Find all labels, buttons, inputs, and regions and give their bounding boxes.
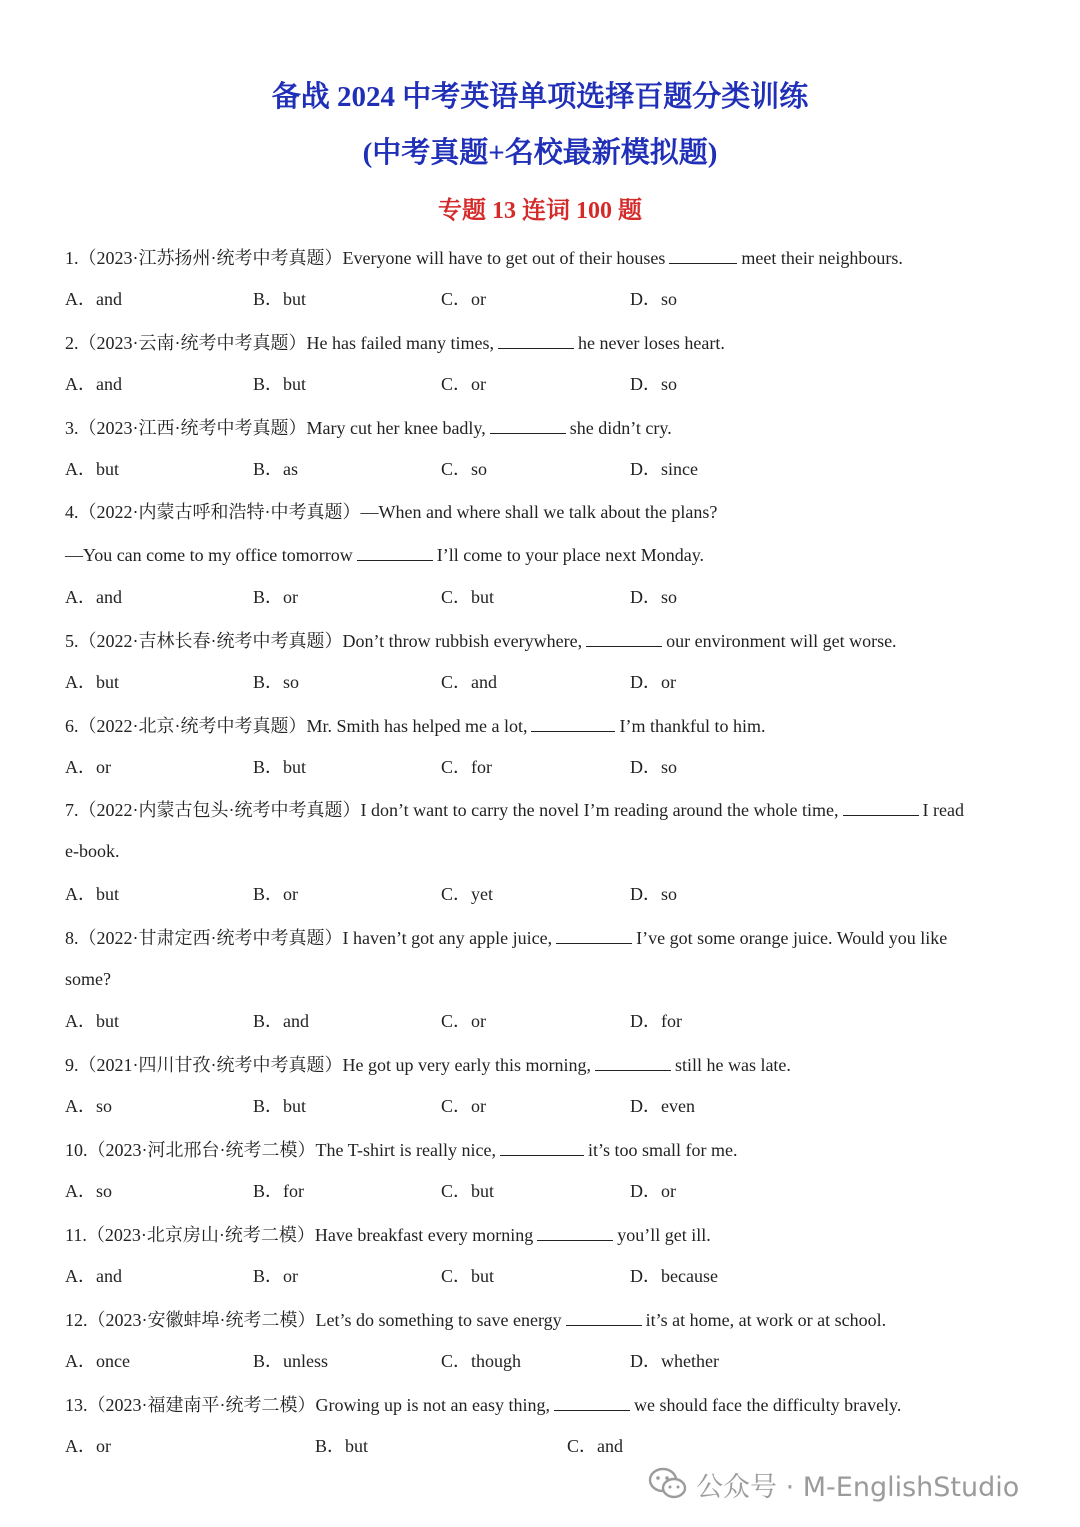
question-text: it’s too small for me.	[587, 1140, 738, 1160]
option-b: B．but	[253, 757, 307, 777]
question-text: you’ll get ill.	[617, 1225, 711, 1245]
question-number: 10.	[65, 1140, 88, 1160]
option-b: B．for	[253, 1181, 304, 1201]
question-stem	[65, 500, 717, 524]
answer-blank	[669, 245, 737, 264]
option-b: B．but	[315, 1436, 369, 1456]
question-text: The T-shirt is really nice,	[315, 1140, 496, 1160]
question-number: 3.	[65, 418, 79, 438]
answer-blank	[843, 797, 919, 816]
option-a: A．so	[65, 1181, 113, 1201]
option-a: A．once	[65, 1351, 130, 1371]
option-b: B．or	[253, 884, 298, 904]
option-a: A．but	[65, 1011, 119, 1031]
question-text: Don’t throw rubbish everywhere,	[342, 631, 583, 651]
doc-title: 备战 2024 中考英语单项选择百题分类训练	[271, 81, 809, 113]
option-c: C．or	[441, 374, 486, 394]
question-text: e-book.	[65, 841, 120, 861]
question-text: it’s at home, at work or at school.	[645, 1310, 887, 1330]
question-source: （2023·福建南平·统考二模）	[87, 1395, 316, 1415]
option-c: C．and	[441, 672, 497, 692]
option-b: B．or	[253, 587, 298, 607]
question-text: we should face the difficulty bravely.	[633, 1395, 902, 1415]
answer-blank	[531, 713, 615, 732]
question-text: I read	[922, 800, 964, 820]
option-d: D．so	[630, 289, 678, 309]
question-number: 1.	[65, 248, 79, 268]
question-text: —When and where shall we talk about the plans?	[360, 502, 718, 522]
question-text: Let’s do something to save energy	[315, 1310, 562, 1330]
question-source: （2022·吉林长春·统考中考真题）	[78, 631, 343, 651]
question-text: I’ve got some orange juice. Would you like	[636, 928, 948, 948]
question-number: 9.	[65, 1055, 79, 1075]
answer-blank	[586, 628, 662, 647]
answer-blank	[357, 542, 433, 561]
option-c: C．or	[441, 1096, 486, 1116]
question-source: （2022·内蒙古呼和浩特·中考真题）	[78, 502, 361, 522]
question-stem	[65, 1222, 711, 1247]
option-c: C．or	[441, 1011, 486, 1031]
option-c: C．so	[441, 459, 488, 479]
question-text: Mary cut her knee badly,	[306, 418, 486, 438]
option-d: D．even	[630, 1096, 695, 1116]
question-number: 6.	[65, 716, 79, 736]
option-c: C．or	[441, 289, 486, 309]
question-source: （2023·江西·统考中考真题）	[78, 418, 307, 438]
answer-blank	[566, 1307, 642, 1326]
option-a: A．but	[65, 672, 119, 692]
question-continuation	[65, 967, 111, 991]
question-number: 7.	[65, 800, 79, 820]
question-text: Growing up is not an easy thing,	[315, 1395, 550, 1415]
option-d: D．since	[630, 459, 698, 479]
question-source: （2022·甘肃定西·统考中考真题）	[78, 928, 343, 948]
option-b: B．as	[253, 459, 298, 479]
watermark-text: 公众号 · M-EnglishStudio	[696, 1471, 1020, 1503]
option-b: B．so	[253, 672, 300, 692]
question-text: some?	[65, 969, 111, 989]
question-stem	[65, 797, 964, 822]
question-source: （2023·安徽蚌埠·统考二模）	[87, 1310, 316, 1330]
question-stem	[65, 713, 765, 738]
option-d: D．so	[630, 757, 678, 777]
question-stem	[65, 330, 725, 355]
question-source: （2021·四川甘孜·统考中考真题）	[78, 1055, 343, 1075]
option-b: B．and	[253, 1011, 309, 1031]
option-a: A．and	[65, 374, 122, 394]
question-text: I haven’t got any apple juice,	[342, 928, 553, 948]
question-number: 5.	[65, 631, 79, 651]
question-text: Have breakfast every morning	[314, 1225, 534, 1245]
option-c: C．though	[441, 1351, 522, 1371]
option-b: B．or	[253, 1266, 298, 1286]
answer-blank	[554, 1392, 630, 1411]
question-text: I don’t want to carry the novel I’m reading around the whole time,	[360, 800, 839, 820]
question-text: meet their neighbours.	[741, 248, 903, 268]
option-c: C．but	[441, 1181, 495, 1201]
question-stem	[65, 1307, 886, 1332]
option-a: A．so	[65, 1096, 113, 1116]
question-source: （2023·江苏扬州·统考中考真题）	[78, 248, 343, 268]
option-b: B．unless	[253, 1351, 329, 1371]
question-stem	[65, 1137, 737, 1162]
option-a: A．but	[65, 884, 119, 904]
option-d: D．so	[630, 884, 678, 904]
answer-blank	[498, 330, 574, 349]
question-number: 8.	[65, 928, 79, 948]
question-stem	[65, 925, 947, 950]
question-source: （2023·河北邢台·统考二模）	[87, 1140, 316, 1160]
question-text: Everyone will have to get out of their houses	[342, 248, 666, 268]
question-number: 12.	[65, 1310, 88, 1330]
question-text: He has failed many times,	[306, 333, 494, 353]
question-source: （2023·云南·统考中考真题）	[78, 333, 307, 353]
question-stem	[65, 628, 897, 653]
option-c: C．and	[567, 1436, 623, 1456]
question-stem	[65, 415, 672, 440]
option-c: C．but	[441, 1266, 495, 1286]
option-c: C．but	[441, 587, 495, 607]
option-d: D．whether	[630, 1351, 719, 1371]
question-text: I’m thankful to him.	[619, 716, 766, 736]
option-d: D．so	[630, 587, 678, 607]
wechat-icon	[648, 1467, 688, 1501]
question-stem	[65, 245, 903, 270]
option-d: D．or	[630, 672, 676, 692]
question-continuation	[65, 839, 119, 863]
answer-blank	[500, 1137, 584, 1156]
question-stem	[65, 1052, 791, 1077]
option-d: D．so	[630, 374, 678, 394]
doc-subtitle: (中考真题+名校最新模拟题)	[362, 137, 718, 169]
question-number: 2.	[65, 333, 79, 353]
option-d: D．for	[630, 1011, 682, 1031]
question-text: —You can come to my office tomorrow	[65, 545, 353, 565]
option-b: B．but	[253, 1096, 307, 1116]
question-text: our environment will get worse.	[666, 631, 897, 651]
question-number: 4.	[65, 502, 79, 522]
question-text: she didn’t cry.	[569, 418, 672, 438]
question-text: He got up very early this morning,	[342, 1055, 591, 1075]
answer-blank	[537, 1222, 613, 1241]
option-d: D．or	[630, 1181, 676, 1201]
question-text: I’ll come to your place next Monday.	[436, 545, 705, 565]
option-a: A．and	[65, 587, 122, 607]
answer-blank	[595, 1052, 671, 1071]
answer-blank	[490, 415, 566, 434]
question-source: （2023·北京房山·统考二模）	[86, 1225, 315, 1245]
question-source: （2022·内蒙古包头·统考中考真题）	[78, 800, 361, 820]
option-b: B．but	[253, 289, 307, 309]
option-a: A．but	[65, 459, 119, 479]
answer-blank	[556, 925, 632, 944]
question-text: he never loses heart.	[577, 333, 725, 353]
question-stem	[65, 1392, 901, 1417]
option-c: C．yet	[441, 884, 493, 904]
question-number: 13.	[65, 1395, 88, 1415]
topic-title: 专题 13 连词 100 题	[438, 198, 642, 224]
question-dialogue-line	[65, 542, 704, 567]
option-c: C．for	[441, 757, 492, 777]
option-d: D．because	[630, 1266, 718, 1286]
option-b: B．but	[253, 374, 307, 394]
question-text: Mr. Smith has helped me a lot,	[306, 716, 528, 736]
option-a: A．or	[65, 1436, 111, 1456]
question-source: （2022·北京·统考中考真题）	[78, 716, 307, 736]
question-number: 11.	[65, 1225, 87, 1245]
watermark	[648, 1464, 1019, 1504]
option-a: A．and	[65, 1266, 122, 1286]
option-a: A．and	[65, 289, 122, 309]
question-text: still he was late.	[674, 1055, 791, 1075]
option-a: A．or	[65, 757, 111, 777]
